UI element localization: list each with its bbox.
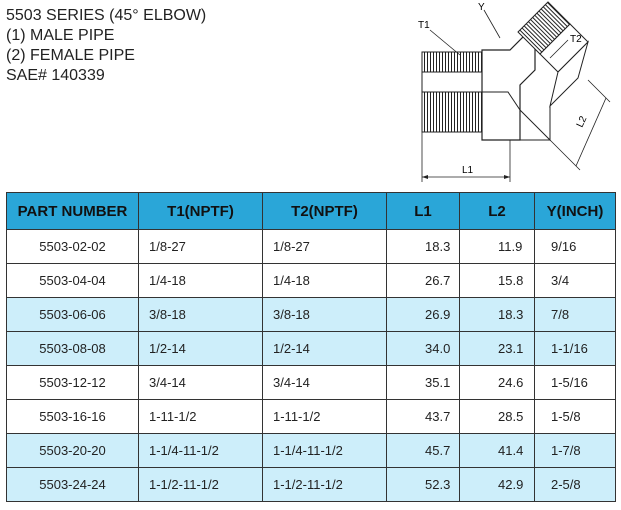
label-l1: L1 <box>462 165 474 176</box>
title-block <box>6 6 206 86</box>
cell-t1: 1/4-18 <box>139 264 263 298</box>
cell-t2: 1/2-14 <box>263 332 387 366</box>
cell-l2: 11.9 <box>460 230 535 264</box>
cell-l2: 18.3 <box>460 298 535 332</box>
table-row <box>7 230 616 264</box>
cell-part-number: 5503-06-06 <box>7 298 139 332</box>
cell-t2: 3/8-18 <box>263 298 387 332</box>
cell-part-number: 5503-16-16 <box>7 400 139 434</box>
table-row <box>7 468 616 502</box>
table-row <box>7 434 616 468</box>
cell-t1: 1-1/2-11-1/2 <box>139 468 263 502</box>
cell-y: 7/8 <box>535 298 616 332</box>
elbow-fitting-drawing <box>400 0 621 190</box>
male-bore <box>422 72 482 92</box>
cell-y: 1-1/16 <box>535 332 616 366</box>
cell-part-number: 5503-24-24 <box>7 468 139 502</box>
cell-t2: 1/4-18 <box>263 264 387 298</box>
cell-y: 2-5/8 <box>535 468 616 502</box>
cell-y: 1-5/16 <box>535 366 616 400</box>
cell-part-number: 5503-04-04 <box>7 264 139 298</box>
table-row <box>7 332 616 366</box>
cell-l1: 18.3 <box>387 230 460 264</box>
cell-l2: 42.9 <box>460 468 535 502</box>
table-row <box>7 298 616 332</box>
table-row <box>7 400 616 434</box>
cell-l1: 26.7 <box>387 264 460 298</box>
table-row <box>7 366 616 400</box>
header-y: Y(INCH) <box>535 193 616 230</box>
label-y: Y <box>478 2 485 13</box>
cell-l1: 43.7 <box>387 400 460 434</box>
cell-part-number: 5503-12-12 <box>7 366 139 400</box>
cell-l2: 23.1 <box>460 332 535 366</box>
cell-y: 9/16 <box>535 230 616 264</box>
cell-t2: 1-11-1/2 <box>263 400 387 434</box>
cell-y: 1-7/8 <box>535 434 616 468</box>
cell-part-number: 5503-02-02 <box>7 230 139 264</box>
cell-y: 1-5/8 <box>535 400 616 434</box>
header-part-number: PART NUMBER <box>7 193 139 230</box>
cell-l2: 24.6 <box>460 366 535 400</box>
cell-l1: 45.7 <box>387 434 460 468</box>
cell-t1: 1-11-1/2 <box>139 400 263 434</box>
header-l1: L1 <box>387 193 460 230</box>
male-pipe-label: (1) MALE PIPE <box>6 27 115 44</box>
header-t1: T1(NPTF) <box>139 193 263 230</box>
male-thread-bottom <box>422 92 482 132</box>
cell-t2: 1/8-27 <box>263 230 387 264</box>
cell-t1: 1/8-27 <box>139 230 263 264</box>
cell-y: 3/4 <box>535 264 616 298</box>
cell-part-number: 5503-08-08 <box>7 332 139 366</box>
cell-t2: 1-1/4-11-1/2 <box>263 434 387 468</box>
cell-part-number: 5503-20-20 <box>7 434 139 468</box>
cell-t1: 1/2-14 <box>139 332 263 366</box>
cell-l1: 26.9 <box>387 298 460 332</box>
cell-l1: 34.0 <box>387 332 460 366</box>
male-thread-top <box>422 52 482 72</box>
cell-t1: 3/4-14 <box>139 366 263 400</box>
table-header-row <box>7 193 616 230</box>
cell-l2: 28.5 <box>460 400 535 434</box>
cell-l2: 15.8 <box>460 264 535 298</box>
cell-t2: 1-1/2-11-1/2 <box>263 468 387 502</box>
label-t1: T1 <box>418 20 430 31</box>
cell-t2: 3/4-14 <box>263 366 387 400</box>
female-pipe-label: (2) FEMALE PIPE <box>6 47 135 64</box>
cell-l1: 35.1 <box>387 366 460 400</box>
series-title: 5503 SERIES (45° ELBOW) <box>6 7 207 24</box>
label-l2: L2 <box>574 114 590 130</box>
cell-l2: 41.4 <box>460 434 535 468</box>
label-t2: T2 <box>570 34 582 45</box>
header-l2: L2 <box>460 193 535 230</box>
table-row <box>7 264 616 298</box>
header-t2: T2(NPTF) <box>263 193 387 230</box>
specification-table <box>6 192 616 502</box>
cell-t1: 1-1/4-11-1/2 <box>139 434 263 468</box>
sae-number: SAE# 140339 <box>6 67 105 84</box>
cell-l1: 52.3 <box>387 468 460 502</box>
cell-t1: 3/8-18 <box>139 298 263 332</box>
